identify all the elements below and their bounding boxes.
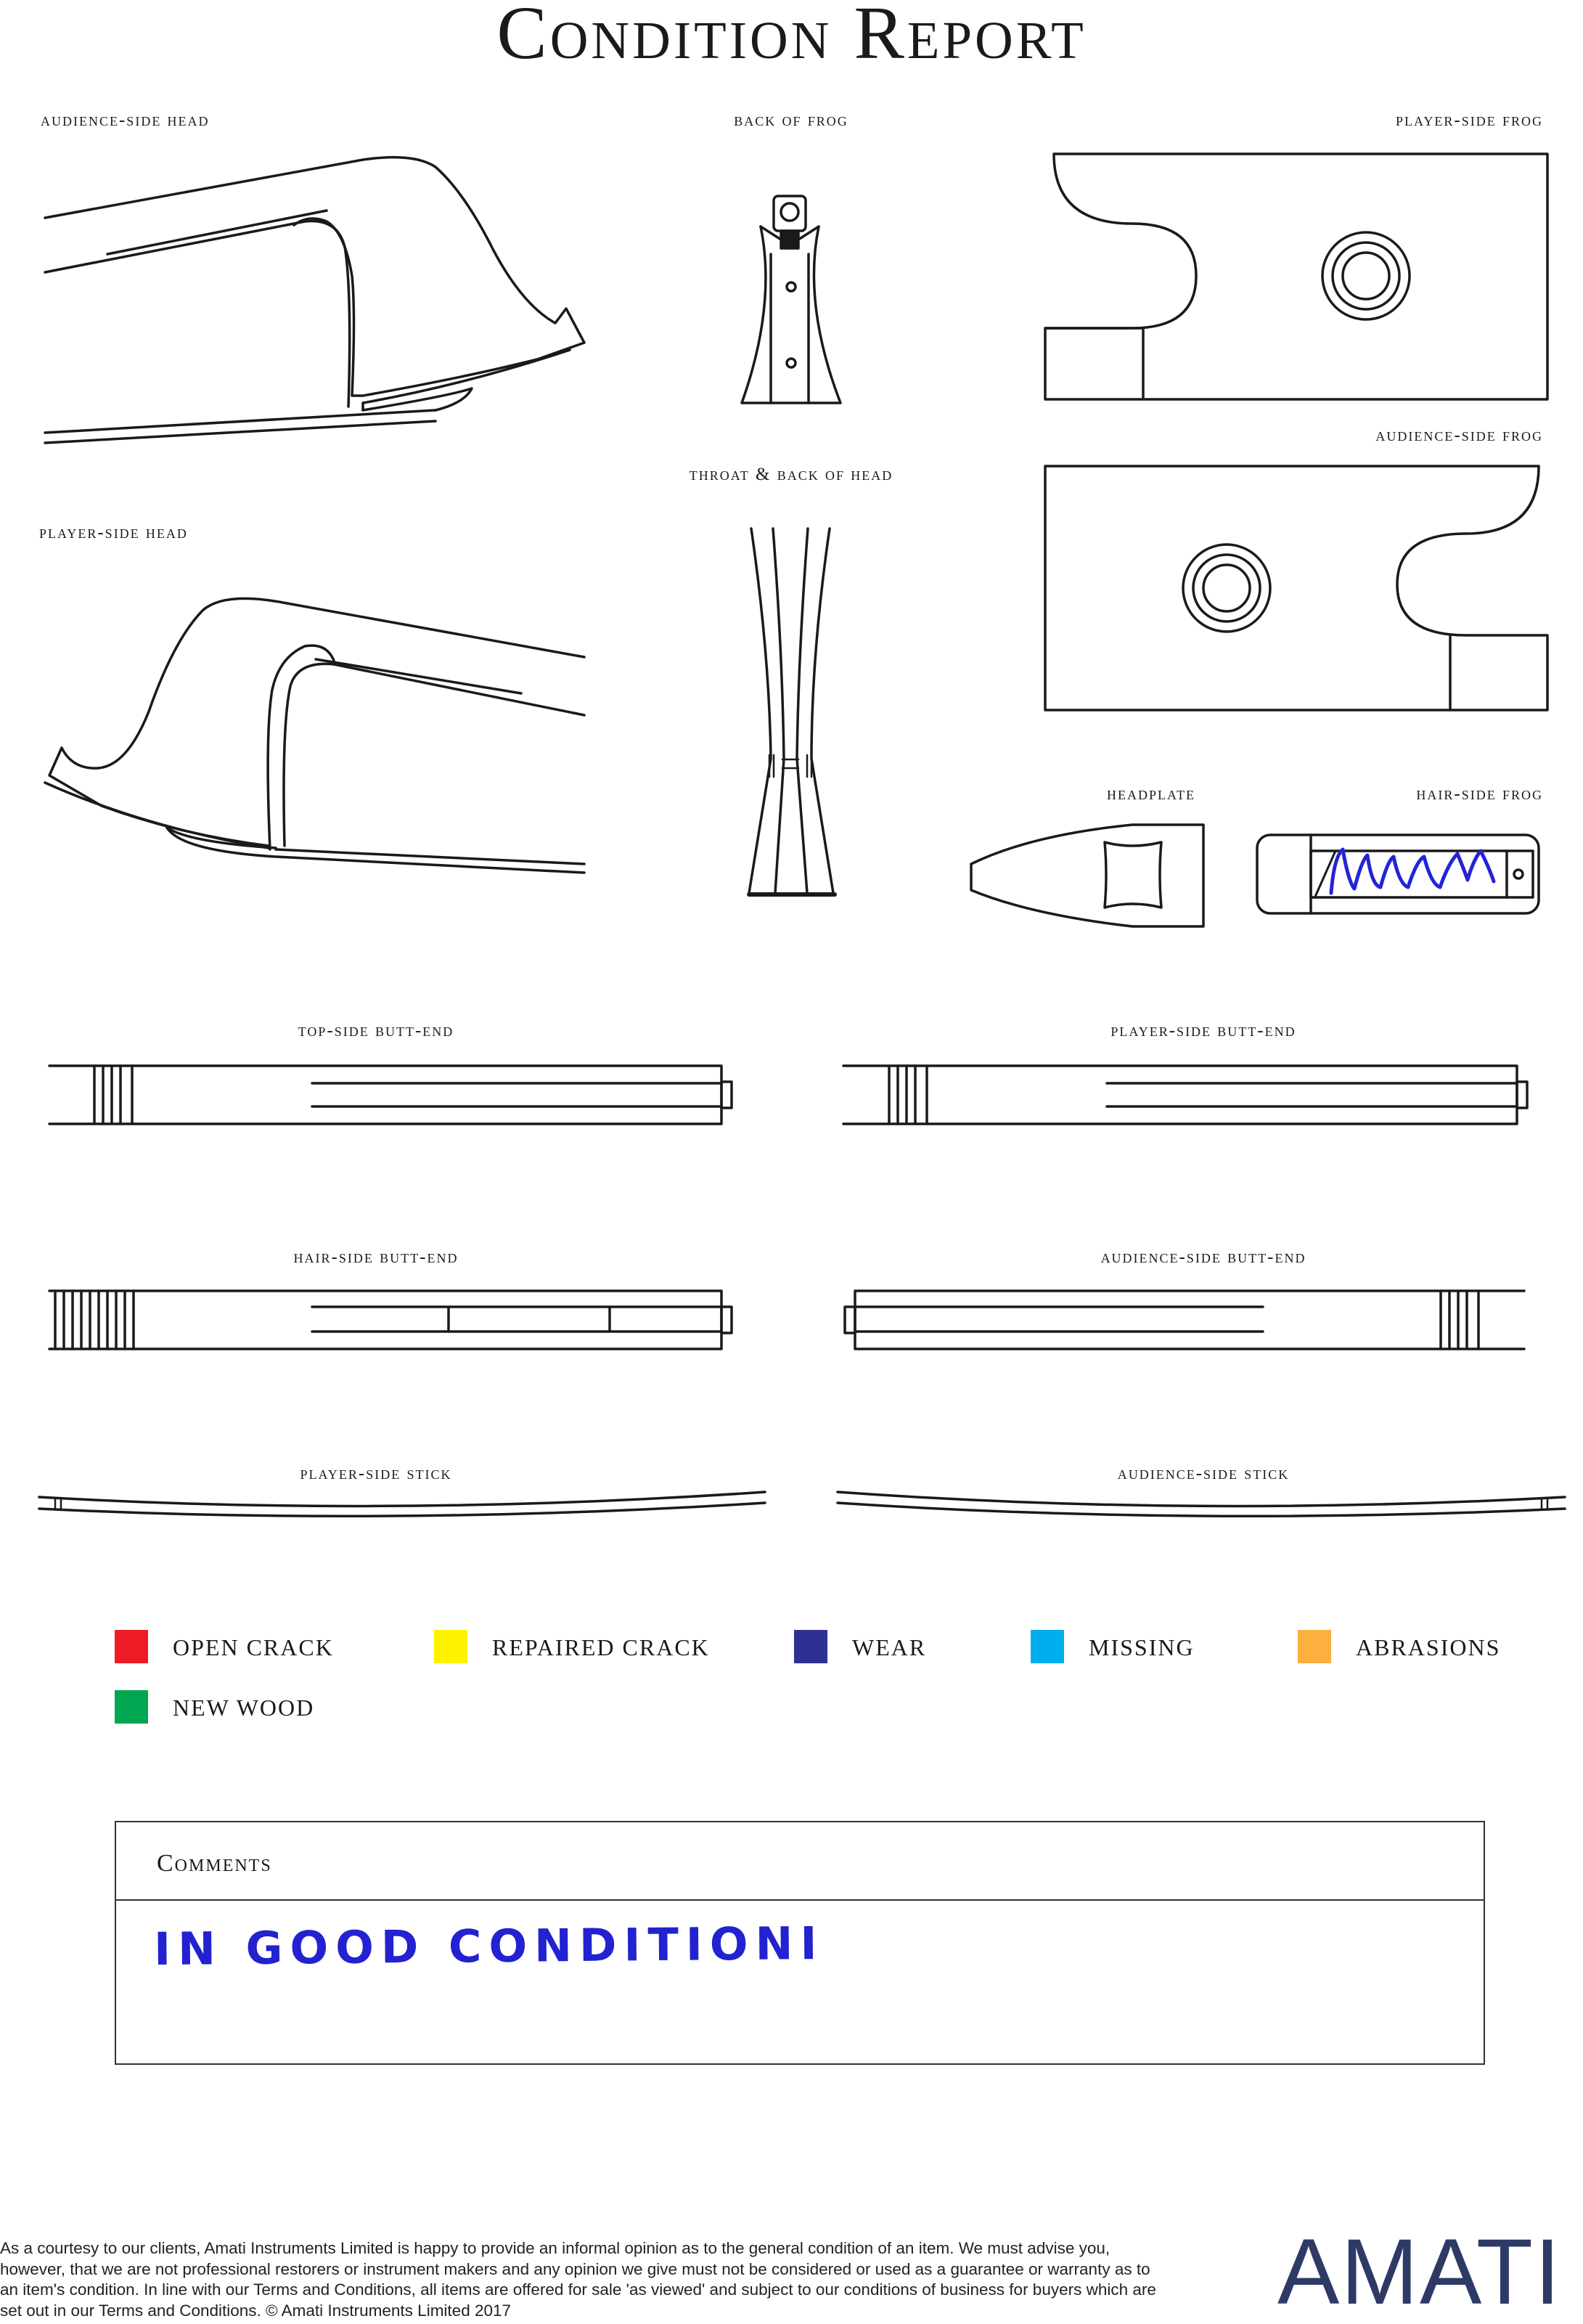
legend-label: OPEN CRACK <box>173 1634 334 1660</box>
label-player-side-frog: player-side frog <box>1396 110 1543 130</box>
disclaimer-text: As a courtesy to our clients, Amati Instruments Limited is happy to provide an informal opinion as to the general condition of an item. We must advise you, however, that we are not professional restorers or instrument makers and any opinion we give must not be considered or used as a guarantee or warranty as to an item's condition. In line with our Terms and Conditions, all items are offered for sale 'as viewed' and subject to our conditions of business for buyers which are set out in our Terms and Conditions. © Amati Instruments Limited 2017 <box>0 2239 1156 2320</box>
page-title: Condition Report <box>496 0 1087 75</box>
diagram-headplate <box>971 825 1203 926</box>
label-audience-side-frog: audience-side frog <box>1375 425 1543 445</box>
legend-swatch <box>434 1630 467 1663</box>
legend-swatch <box>1031 1630 1064 1663</box>
comments-title: Comments <box>157 1850 272 1877</box>
diagram-throat-back-of-head <box>749 529 835 894</box>
diagram-audience-side-stick <box>838 1492 1565 1516</box>
diagram-player-side-butt-end <box>843 1066 1527 1124</box>
label-back-of-frog: back of frog <box>734 110 848 130</box>
label-hair-side-frog: hair-side frog <box>1416 784 1543 804</box>
legend-label: MISSING <box>1089 1634 1195 1660</box>
amati-logo: AMATI <box>1277 2220 1562 2324</box>
comments-box <box>115 1821 1485 2065</box>
diagram-player-side-frog <box>1045 154 1547 399</box>
label-audience-side-head: audience-side head <box>41 110 210 130</box>
diagram-player-side-head <box>45 598 584 873</box>
comments-text: IN GOOD CONDITIONI <box>153 1916 825 1976</box>
legend-label: ABRASIONS <box>1356 1634 1501 1660</box>
label-player-side-head: player-side head <box>39 523 188 542</box>
label-top-side-butt-end: top-side butt-end <box>298 1021 454 1040</box>
legend-swatch <box>1298 1630 1331 1663</box>
label-headplate: headplate <box>1107 784 1195 804</box>
label-hair-side-butt-end: hair-side butt-end <box>293 1247 459 1267</box>
label-audience-side-butt-end: audience-side butt-end <box>1100 1247 1306 1267</box>
comments-header <box>116 1822 1484 1901</box>
label-throat-back-of-head: throat & back of head <box>689 465 893 484</box>
diagram-audience-side-butt-end <box>845 1291 1524 1349</box>
diagram-hair-side-butt-end <box>49 1291 732 1349</box>
label-audience-side-stick: audience-side stick <box>1117 1464 1290 1483</box>
diagram-top-side-butt-end <box>49 1066 732 1124</box>
diagram-player-side-stick <box>39 1492 765 1516</box>
legend-label: REPAIRED CRACK <box>492 1634 710 1660</box>
diagram-back-of-frog <box>742 196 840 403</box>
label-player-side-stick: player-side stick <box>300 1464 452 1483</box>
legend-swatch <box>115 1630 148 1663</box>
diagram-audience-side-head <box>45 158 584 443</box>
label-player-side-butt-end: player-side butt-end <box>1110 1021 1296 1040</box>
legend-swatch <box>115 1690 148 1724</box>
diagram-audience-side-frog <box>1045 466 1547 710</box>
wear-marking <box>1331 849 1494 893</box>
legend-label: NEW WOOD <box>173 1695 315 1721</box>
legend-swatch <box>794 1630 827 1663</box>
legend-label: WEAR <box>852 1634 927 1660</box>
